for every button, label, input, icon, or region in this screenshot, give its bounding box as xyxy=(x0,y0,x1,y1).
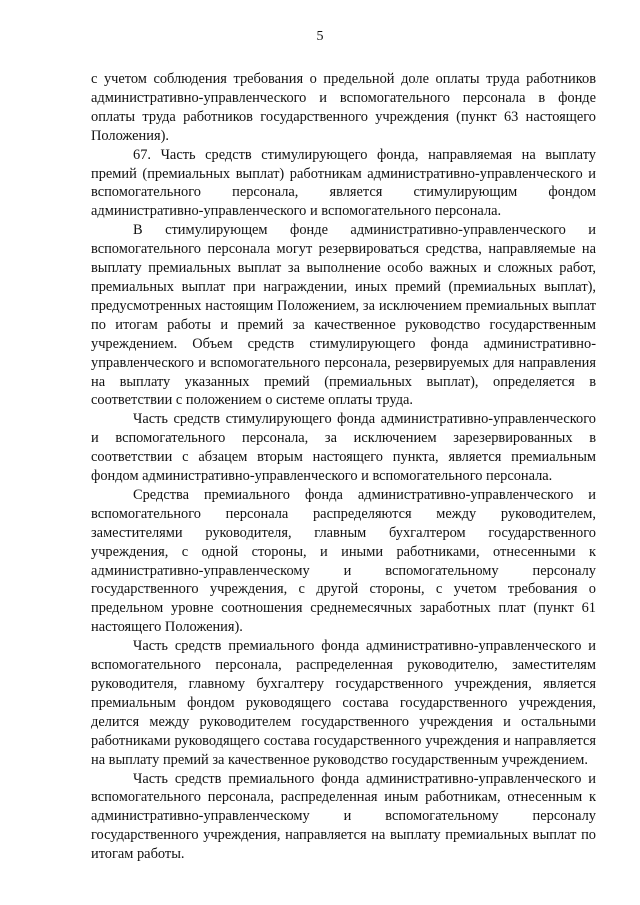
paragraph-other-workers-fund: Часть средств премиального фонда административно-управленческого и вспомогательного персонала, распределенная иным работникам, отнесенным к административно-управленческому и вспомогательному персоналу государственного учреждения, направляется на выплату премиальных выплат по итогам работы. xyxy=(91,770,596,863)
paragraph-reserved-funds: В стимулирующем фонде административно-управленческого и вспомогательного персонала могут резервироваться средства, направляемые на выплату премиальных выплат за выполнение особо важных и сложных работ, премиальных выплат при награждении, иных премий (премиальных выплат), предусмотренных настоящим Положением, за исключением премиальных выплат по итогам работы и премий за качественное руководство государственным учреждением. Объем средств стимулирующего фонда административно-управленческого и вспомогательного персонала, резервируемых для направления на выплату указанных премий (премиальных выплат), определяется в соответствии с положением о системе оплаты труда. xyxy=(91,222,596,409)
paragraph-continuation: с учетом соблюдения требования о предельной доле оплаты труда работников административно-управленческого и вспомогательного персонала в фонде оплаты труда работников государственного учреждения (пункт 63 настоящего Положения). xyxy=(91,71,596,144)
document-body xyxy=(91,70,596,864)
page-number: 5 xyxy=(316,29,324,44)
paragraph-premium-fund: Часть средств стимулирующего фонда административно-управленческого и вспомогательного персонала, за исключением зарезервированных в соответствии с абзацем вторым настоящего пункта, является премиальным фондом административно-управленческого и вспомогательного персонала. xyxy=(91,411,596,485)
paragraph-clause-67: 67. Часть средств стимулирующего фонда, направляемая на выплату премий (премиальных выплат) работникам административно-управленческого и вспомогательного персонала, является стимулирующим фондом административно-управленческого и вспомогательного персонала. xyxy=(91,146,596,220)
paragraph-fund-distribution: Средства премиального фонда административно-управленческого и вспомогательного персонала распределяются между руководителем, заместителями руководителя, главным бухгалтером государственного учреждения, с одной стороны, и иными работниками, отнесенными к административно-управленческому и вспомогательному персоналу государственного учреждения, с другой стороны, с учетом требования о предельном уровне соотношения среднемесячных заработных плат (пункт 61 настоящего Положения). xyxy=(91,486,596,636)
paragraph-management-fund: Часть средств премиального фонда административно-управленческого и вспомогательного персонала, распределенная руководителю, заместителям руководителя, главному бухгалтеру государственного учреждения, является премиальным фондом руководящего состава государственного учреждения, делится между руководителем государственного учреждения и остальными работниками руководящего состава государственного учреждения и направляется на выплату премий за качественное руководство государственным учреждением. xyxy=(91,638,596,768)
